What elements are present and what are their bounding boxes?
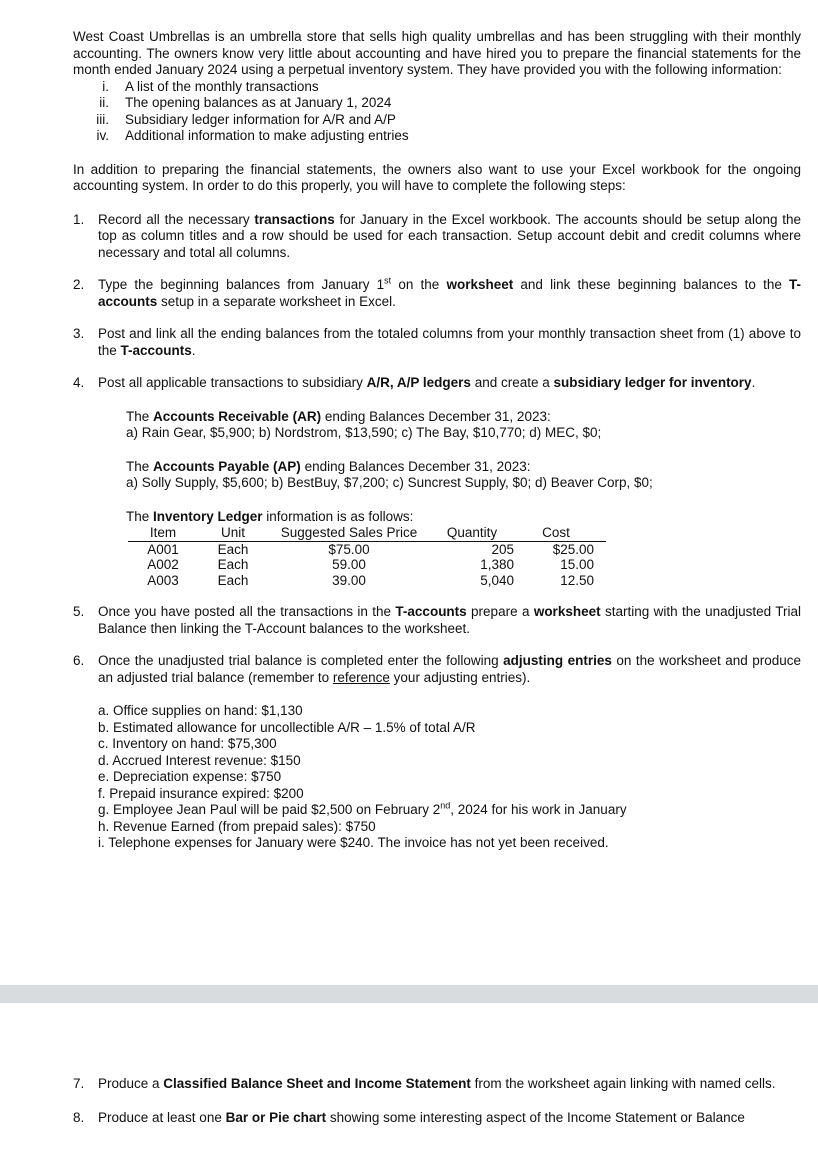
step-number: 8. bbox=[73, 1109, 85, 1125]
step-text: Post all applicable transactions to subsidiary bbox=[98, 375, 367, 390]
cell: Each bbox=[217, 541, 249, 557]
cell: A002 bbox=[147, 557, 179, 572]
cell: A003 bbox=[147, 572, 179, 588]
step-bold: subsidiary ledger for inventory bbox=[553, 375, 752, 390]
cell: 5,040 bbox=[480, 572, 514, 588]
cell: 15.00 bbox=[560, 557, 594, 572]
step-text: prepare a bbox=[466, 604, 534, 619]
ap-balances bbox=[126, 459, 801, 492]
step-1 bbox=[73, 212, 801, 262]
list-text: Additional information to make adjusting entries bbox=[125, 128, 409, 143]
step-bold: Classified Balance Sheet and Income Statement bbox=[163, 1076, 471, 1091]
inventory-table bbox=[128, 525, 606, 588]
cell: 59.00 bbox=[332, 557, 366, 572]
text: The bbox=[126, 508, 154, 524]
underlined-text: reference bbox=[332, 669, 390, 685]
step-text: showing some interesting aspect of the Income Statement or Balance bbox=[326, 1109, 745, 1125]
ar-heading bbox=[126, 409, 801, 426]
step-text: . bbox=[751, 375, 756, 390]
list-item: b. Estimated allowance for uncollectible A/R – 1.5% of total A/R bbox=[98, 719, 476, 735]
step-number: 3. bbox=[73, 326, 85, 341]
step-3 bbox=[73, 326, 801, 359]
list-numeral: i. bbox=[102, 78, 109, 94]
adjusting-entries-list bbox=[98, 703, 801, 852]
step-text: for January in the Excel workbook. The accounts should be setup along the top as column titles and a row should be used for each transaction. Setup account debit and credit columns where necessary and total all columns. bbox=[98, 211, 802, 260]
step-number: 1. bbox=[73, 211, 85, 227]
list-numeral: iii. bbox=[96, 111, 109, 127]
intro-paragraph-2: In addition to preparing the financial statements, the owners also want to use your Excel workbook for the ongoing accounting system. In order to do this properly, you will have to complete the following steps: bbox=[73, 161, 801, 193]
column-header: Suggested Sales Price bbox=[268, 525, 430, 541]
list-item: c. Inventory on hand: $75,300 bbox=[98, 736, 277, 751]
column-header: Cost bbox=[518, 525, 606, 541]
bold-text: Accounts Receivable (AR) bbox=[153, 408, 322, 424]
step-text: setup in a separate worksheet in Excel. bbox=[157, 293, 396, 309]
table-row bbox=[128, 541, 606, 557]
step-5 bbox=[73, 604, 801, 637]
cell: 39.00 bbox=[332, 572, 366, 588]
list-item: a. Office supplies on hand: $1,130 bbox=[98, 703, 303, 718]
step-bold: T-accounts bbox=[395, 604, 467, 619]
ar-balances bbox=[126, 409, 801, 442]
document-content-continued bbox=[73, 1076, 801, 1126]
list-item bbox=[73, 112, 801, 129]
document-content bbox=[73, 29, 801, 852]
list-item: e. Depreciation expense: $750 bbox=[98, 769, 282, 784]
list-text: The opening balances as at January 1, 2024 bbox=[125, 95, 392, 110]
text: information is as follows: bbox=[262, 508, 414, 524]
text: , 2024 for his work in January bbox=[450, 802, 627, 817]
step-6 bbox=[73, 653, 801, 686]
step-bold: Bar or Pie chart bbox=[225, 1109, 327, 1125]
text: The bbox=[126, 458, 154, 474]
step-text: and link these beginning balances to the bbox=[513, 277, 789, 292]
bold-text: Accounts Payable (AP) bbox=[153, 458, 301, 474]
step-number: 7. bbox=[73, 1076, 85, 1091]
cell: A001 bbox=[147, 541, 179, 557]
list-item bbox=[73, 95, 801, 112]
step-text: Type the beginning balances from January 1 bbox=[98, 277, 385, 292]
text: ending Balances December 31, 2023: bbox=[300, 458, 531, 474]
table-header-row bbox=[128, 525, 606, 541]
step-bold: worksheet bbox=[533, 604, 601, 619]
list-item: d. Accrued Interest revenue: $150 bbox=[98, 752, 301, 768]
list-item bbox=[98, 802, 801, 819]
step-text: Post and link all the ending balances from the totaled columns from your monthly transaction sheet from (1) above to the bbox=[98, 326, 801, 358]
step-bold: adjusting entries bbox=[503, 653, 612, 668]
step-bold: transactions bbox=[254, 211, 335, 227]
table-row bbox=[128, 557, 606, 573]
list-item bbox=[73, 79, 801, 96]
step-4 bbox=[73, 375, 801, 392]
inventory-ledger bbox=[126, 509, 801, 526]
step-text: Once the unadjusted trial balance is completed enter the following bbox=[98, 653, 504, 668]
list-item: h. Revenue Earned (from prepaid sales): $750 bbox=[98, 818, 376, 834]
step-number: 5. bbox=[73, 604, 85, 619]
step-number: 2. bbox=[73, 277, 85, 292]
step-text: on the worksheet and produce an adjusted trial balance (remember to bbox=[98, 653, 801, 685]
step-text: starting with the unadjusted Trial Balance then linking the T-Account balances to the worksheet. bbox=[98, 604, 801, 636]
step-bold: A/R, A/P ledgers bbox=[366, 375, 471, 390]
cell: 1,380 bbox=[480, 557, 514, 572]
ap-line: a) Solly Supply, $5,600; b) BestBuy, $7,200; c) Suncrest Supply, $0; d) Beaver Corp, $0; bbox=[126, 475, 653, 490]
step-text: on the bbox=[391, 277, 447, 292]
table-row bbox=[128, 573, 606, 589]
step-8 bbox=[73, 1110, 801, 1127]
ar-line: a) Rain Gear, $5,900; b) Nordstrom, $13,590; c) The Bay, $10,770; d) MEC, $0; bbox=[126, 425, 602, 440]
list-item: i. Telephone expenses for January were $240. The invoice has not yet been received. bbox=[98, 835, 609, 850]
step-7 bbox=[73, 1076, 801, 1093]
inventory-heading bbox=[126, 509, 801, 526]
step-text: and create a bbox=[470, 375, 554, 390]
step-text: Once you have posted all the transactions in the bbox=[98, 604, 396, 619]
step-bold: T-accounts bbox=[98, 277, 801, 309]
document-page-bottom bbox=[0, 1003, 818, 1171]
step-bold: T-accounts bbox=[120, 342, 192, 358]
step-number: 4. bbox=[73, 375, 85, 390]
info-list bbox=[73, 79, 801, 145]
ap-heading bbox=[126, 459, 801, 476]
step-number: 6. bbox=[73, 653, 85, 668]
text: g. Employee Jean Paul will be paid $2,500 on February 2 bbox=[98, 802, 441, 817]
column-header: Unit bbox=[198, 525, 268, 541]
step-text: Produce a bbox=[98, 1076, 164, 1091]
list-item bbox=[73, 128, 801, 145]
step-bold: worksheet bbox=[446, 277, 514, 292]
superscript: nd bbox=[440, 800, 451, 811]
list-numeral: ii. bbox=[99, 95, 109, 110]
step-text: from the worksheet again linking with named cells. bbox=[470, 1076, 776, 1091]
text: The bbox=[126, 408, 154, 424]
cell: Each bbox=[217, 557, 249, 572]
text: ending Balances December 31, 2023: bbox=[321, 408, 551, 424]
page-break-band bbox=[0, 985, 818, 1003]
cell: $75.00 bbox=[328, 541, 370, 557]
column-header: Item bbox=[128, 525, 198, 541]
list-text: A list of the monthly transactions bbox=[125, 78, 319, 94]
cell: $25.00 bbox=[552, 541, 594, 557]
step-text: . bbox=[191, 342, 196, 358]
list-text: Subsidiary ledger information for A/R and A/P bbox=[125, 111, 396, 127]
bold-text: Inventory Ledger bbox=[153, 508, 263, 524]
cell: 12.50 bbox=[560, 572, 594, 588]
step-text: Record all the necessary bbox=[98, 211, 255, 227]
list-numeral: iv. bbox=[96, 128, 109, 143]
step-text: Produce at least one bbox=[98, 1109, 226, 1125]
cell: 205 bbox=[491, 541, 514, 557]
cell: Each bbox=[217, 572, 249, 588]
column-header: Quantity bbox=[430, 525, 518, 541]
superscript: st bbox=[384, 275, 392, 286]
step-text: your adjusting entries). bbox=[389, 669, 531, 685]
step-2 bbox=[73, 277, 801, 310]
intro-paragraph: West Coast Umbrellas is an umbrella store that sells high quality umbrellas and has been struggling with their monthly accounting. The owners know very little about accounting and have hired you to prepare the financial statements for the month ended January 2024 using a perpetual inventory system. They have provided you with the following information: bbox=[73, 29, 801, 77]
list-item: f. Prepaid insurance expired: $200 bbox=[98, 785, 304, 801]
